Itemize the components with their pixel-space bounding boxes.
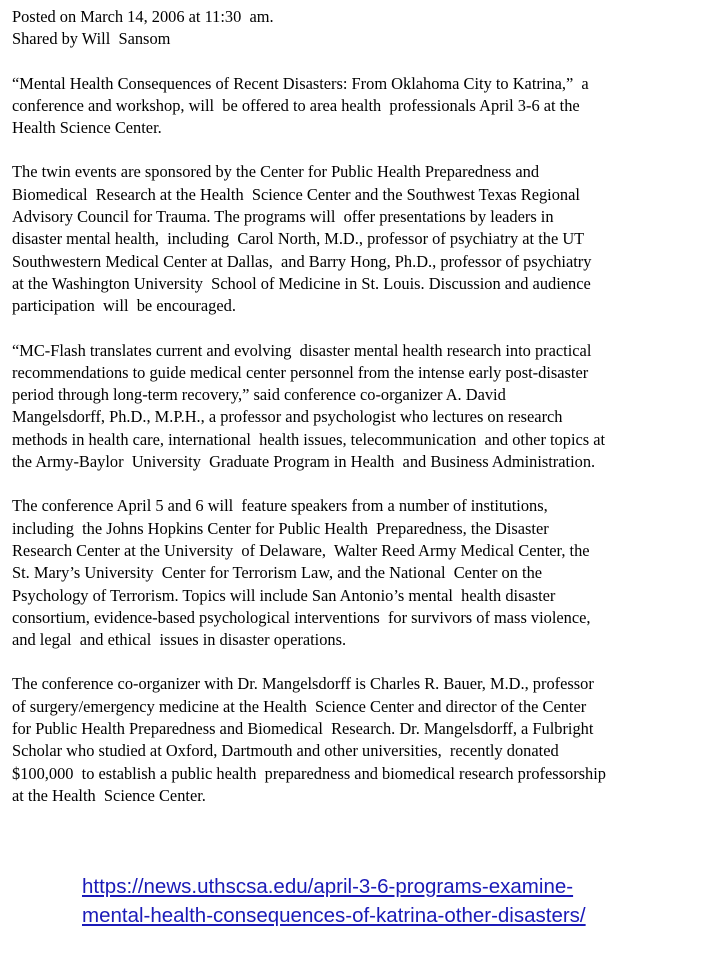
paragraph-speakers	[12, 495, 712, 651]
paragraph-line: disaster mental health, including Carol North, M.D., professor of psychiatry at the UT	[12, 229, 585, 249]
paragraph-line: Mangelsdorff, Ph.D., M.P.H., a professor and psychologist who lectures on research	[12, 407, 563, 427]
paragraph-line: The twin events are sponsored by the Center for Public Health Preparedness and	[12, 162, 540, 182]
paragraph-line: St. Mary’s University Center for Terrorism Law, and the National Center on the	[12, 563, 543, 583]
paragraph-line: and legal and ethical issues in disaster operations.	[12, 630, 347, 650]
source-url-line[interactable]: mental-health-consequences-of-katrina-other-disasters/	[82, 904, 586, 927]
paragraph-line: Southwestern Medical Center at Dallas, and Barry Hong, Ph.D., professor of psychiatry	[12, 251, 592, 271]
paragraph-line: “MC-Flash translates current and evolving disaster mental health research into practical	[12, 340, 592, 360]
paragraph-sponsors	[12, 161, 712, 317]
paragraph-line: The conference co-organizer with Dr. Mangelsdorff is Charles R. Bauer, M.D., professor	[12, 674, 594, 694]
paragraph-line: consortium, evidence-based psychological interventions for survivors of mass violence,	[12, 607, 591, 627]
paragraph-co-organizer	[12, 673, 712, 807]
paragraph-line: conference and workshop, will be offered to area health professionals April 3-6 at the	[12, 95, 580, 115]
paragraph-line: Biomedical Research at the Health Science Center and the Southwest Texas Regional	[12, 184, 580, 204]
post-date: Posted on March 14, 2006 at 11:30 am.	[12, 7, 274, 26]
paragraph-line: for Public Health Preparedness and Biomedical Research. Dr. Mangelsdorff, a Fulbright	[12, 719, 594, 739]
paragraph-line: Advisory Council for Trauma. The programs will offer presentations by leaders in	[12, 207, 554, 227]
paragraph-line: at the Washington University School of Medicine in St. Louis. Discussion and audience	[12, 273, 591, 293]
paragraph-line: The conference April 5 and 6 will feature speakers from a number of institutions,	[12, 496, 548, 516]
paragraph-line: “Mental Health Consequences of Recent Disasters: From Oklahoma City to Katrina,” a	[12, 73, 589, 93]
paragraph-line: participation will be encouraged.	[12, 296, 236, 316]
paragraph-intro	[12, 73, 712, 140]
paragraph-line: period through long-term recovery,” said conference co-organizer A. David	[12, 385, 506, 405]
paragraph-line: the Army-Baylor University Graduate Program in Health and Business Administration.	[12, 452, 596, 472]
paragraph-quote	[12, 340, 712, 474]
paragraph-line: $100,000 to establish a public health preparedness and biomedical research professorship	[12, 763, 606, 783]
paragraph-line: recommendations to guide medical center personnel from the intense early post-disaster	[12, 362, 589, 382]
source-url-line[interactable]: https://news.uthscsa.edu/april-3-6-programs-examine-	[82, 875, 574, 898]
paragraph-line: Health Science Center.	[12, 118, 162, 138]
paragraph-line: Research Center at the University of Delaware, Walter Reed Army Medical Center, the	[12, 540, 590, 560]
paragraph-line: methods in health care, international health issues, telecommunication and other topics at	[12, 429, 606, 449]
paragraph-line: of surgery/emergency medicine at the Health Science Center and director of the Center	[12, 696, 587, 716]
source-url-link[interactable]	[82, 872, 702, 930]
article-body	[12, 6, 712, 807]
paragraph-line: Psychology of Terrorism. Topics will include San Antonio’s mental health disaster	[12, 585, 556, 605]
paragraph-line: including the Johns Hopkins Center for Public Health Preparedness, the Disaster	[12, 518, 549, 538]
paragraph-line: Scholar who studied at Oxford, Dartmouth and other universities, recently donated	[12, 741, 559, 761]
paragraph-line: at the Health Science Center.	[12, 785, 206, 805]
post-author: Shared by Will Sansom	[12, 29, 171, 49]
